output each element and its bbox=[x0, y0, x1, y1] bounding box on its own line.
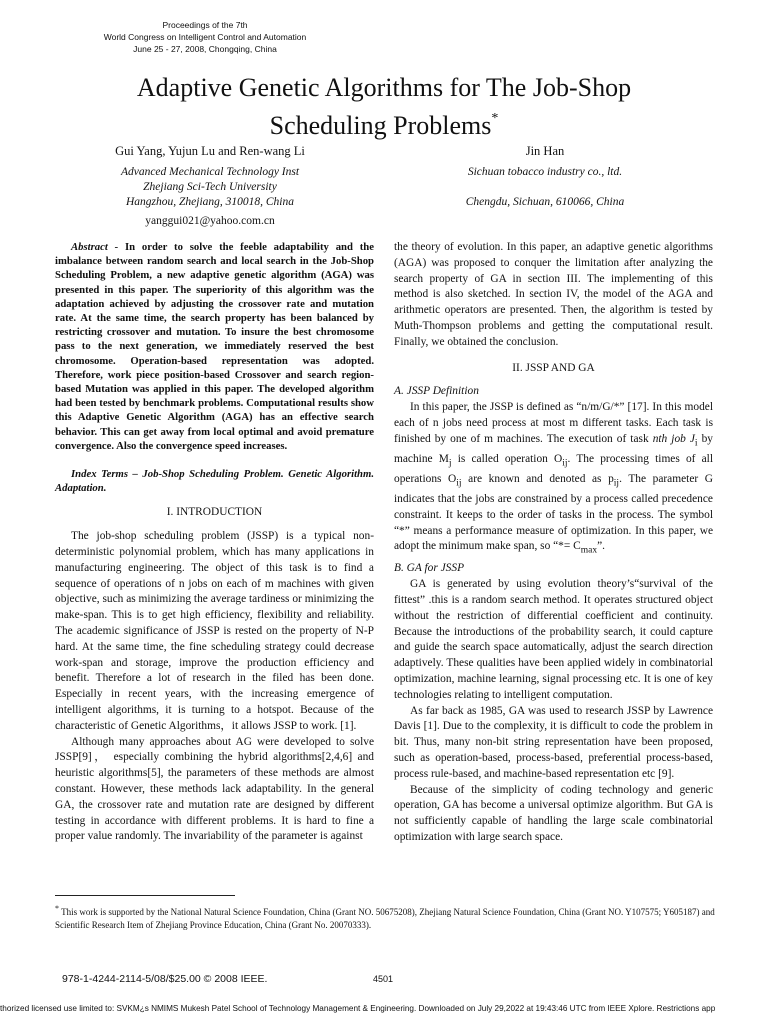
affiliation-line: Zhejiang Sci-Tech University bbox=[143, 181, 277, 193]
footnote-divider bbox=[55, 895, 235, 896]
page-number: 4501 bbox=[373, 974, 394, 984]
text-run: by machine M bbox=[394, 432, 713, 465]
affiliation-line: Chengdu, Sichuan, 610066, China bbox=[465, 196, 625, 208]
math-subscript: ij bbox=[456, 478, 462, 489]
text-run: . The processing times of all operations O bbox=[394, 452, 714, 485]
license-notice: thorized licensed use limited to: SVKM¿s NMIMS Mukesh Patel School of Technology Management & Engineering. Downloaded on July 29,2022 at 19:43:46 UTC from IEEE Xplore. Restrictions app bbox=[0, 1004, 716, 1013]
text-run: . The parameter G indicates that the jobs are constrained by a process called precedence constraint. It keeps to the order of tasks in the process. The symbol “*” means a performance measure of optimization. In this paper, we adopt the minimum make span, so “*= C bbox=[394, 472, 713, 553]
math-run: nth job J bbox=[652, 432, 695, 445]
proceedings-header bbox=[0, 19, 410, 55]
paragraph: Because of the simplicity of coding technology and generic operation, GA has become a universal optimize algorithm. But GA is not sufficiently capable of handling the large scale combinatorial optimization with large search space. bbox=[394, 783, 713, 844]
paragraph: GA is generated by using evolution theory’s“survival of the fittest” .this is a random search method. It operates structured object without the restriction of differential coefficient and continuity. Because the introductions of the probability search, it could capture and guide the search space automatically, adjust the search direction adaptively. These qualities have been applied widely in combinatorial optimization, machine learning, signal processing etc. It is one of key technologies relating to intelligent computation. bbox=[394, 578, 713, 701]
text-run: In this paper, the JSSP is defined as “n/m/G/*” [17]. In this model each of n jobs need process at most m different tasks. Each task is finished by one of m machines. The execution of task bbox=[394, 401, 713, 445]
math-subscript: j bbox=[448, 458, 452, 469]
abstract-label: Abstract - bbox=[71, 241, 119, 253]
author-names: Jin Han bbox=[525, 144, 565, 158]
text-run: is called operation O bbox=[451, 452, 563, 465]
math-subscript: i bbox=[694, 438, 698, 449]
footnote-mark: * bbox=[55, 904, 59, 913]
abstract-text: In order to solve the feeble adaptability and the imbalance between random search and local search in the Job-Shop Scheduling Problem, a new adaptive genetic algorithm (AGA) was presented in this paper. The superiority of this algorithm was the adaptation achieved by adjusting the crossover rate and mutation rate. At the same time, the search property has been balanced by restricting crossover and mutation. To insure the best chromosome pass to the next generation, we immediately reserved the best chromosome. Operation-based representation was adopted. Therefore, work piece position-based Crossover and search region-based Mutation was applied in this paper. The developed algorithm had been tested by benchmark problems. Computational results show this Adaptive Genetic Algorithm (AGA) has an effective search behavior. This can get away from local optimal and avoid premature convergence. Also the convergence speed increases. bbox=[55, 241, 374, 452]
title-line-2 bbox=[40, 103, 728, 141]
author-email[interactable]: yanggui021@yahoo.com.cn bbox=[145, 215, 275, 227]
section-heading-jssp-ga: II. JSSP AND GA bbox=[512, 361, 595, 374]
title-line-1: Adaptive Genetic Algorithms for The Job-Shop bbox=[136, 73, 632, 102]
paper-title bbox=[40, 72, 728, 141]
proceedings-line: June 25 - 27, 2008, Chongqing, China bbox=[133, 44, 277, 54]
paragraph: The job-shop scheduling problem (JSSP) is a typical non-deterministic polynomial problem, which has many applications in manufacturing engineering. The object of this task is to find a sequence of operations of n jobs on each of m machines with given objective, such as minimizing the average tardiness or minimizing the make-span. This is to get high efficiency, flexibility and reliability. The academic significance of JSSP is rested on the property of N-P hard. At the same time, the fine scheduling strategy could decrease work-span and storage, improve the production efficiency and benefit. Therefore a lot of research in the filed has been done. Especially in recent years, with the increasing emergence of intelligent algorithms, it is turning to a hotspot. Because of the characteristic of Genetic Algorithms，it allows JSSP to work. [1]. bbox=[55, 530, 374, 732]
affiliation-line: Sichuan tobacco industry co., ltd. bbox=[467, 166, 623, 178]
proceedings-line: Proceedings of the 7th bbox=[162, 20, 248, 30]
subsection-heading-b: B. GA for JSSP bbox=[394, 562, 465, 575]
copyright-isbn: 978-1-4244-2114-5/08/$25.00 © 2008 IEEE. bbox=[62, 973, 268, 985]
proceedings-line: World Congress on Intelligent Control and Automation bbox=[103, 32, 307, 42]
math-subscript: ij bbox=[613, 478, 620, 489]
affiliation-line: Advanced Mechanical Technology Inst bbox=[120, 166, 300, 178]
subsection-heading-a: A. JSSP Definition bbox=[394, 385, 479, 398]
author-names: Gui Yang, Yujun Lu and Ren-wang Li bbox=[115, 144, 305, 158]
text-run: ”. bbox=[597, 540, 606, 553]
footnote bbox=[55, 902, 715, 932]
title-text: Scheduling Problems bbox=[269, 111, 492, 140]
index-terms-label: Index Terms – bbox=[71, 468, 138, 481]
left-column bbox=[55, 240, 374, 845]
footnote-text: This work is supported by the National Natural Science Foundation, China (Grant NO. 50675208), Zhejiang Natural Science Foundation, China (Grant NO. Y107575; Y605187) and Scientific Research Item of Zhejiang Province Education, China (Grant No. 20070333). bbox=[55, 907, 715, 930]
math-subscript: ij bbox=[562, 458, 568, 469]
author-block-left bbox=[40, 144, 380, 229]
index-terms-text: Job-Shop Scheduling Problem. Genetic Algorithm. Adaptation. bbox=[55, 468, 374, 495]
section-heading-introduction: I. INTRODUCTION bbox=[166, 506, 263, 519]
paragraph: the theory of evolution. In this paper, an adaptive genetic algorithms (AGA) was proposed to conquer the limitation after analyzing the search property of GA in section III. The implementing of this method is also sketched. In section IV, the model of the AGA and arithmetic operators are presented. Then, the algorithm is tested by Muth-Thompson problems and getting the computational result. Finally, we obtained the conclusion. bbox=[394, 241, 713, 348]
paragraph-jssp-definition bbox=[394, 400, 713, 559]
text-run: are known and denoted as p bbox=[461, 472, 614, 485]
title-footnote-mark: * bbox=[491, 111, 499, 126]
paragraph: As far back as 1985, GA was used to research JSSP by Lawrence Davis [1]. Due to the complexity, it is difficult to code the problem in bit. Thus, many non-bit string representation have been proposed, such as operation-based, process-based, preferential process-based, process rule-based, and machine-based representation etc [9]. bbox=[394, 704, 713, 780]
paragraph: Although many approaches about AG were developed to solve JSSP[9]， especially combining the hybrid algorithms[2,4,6] and heuristic algorithms[5], the parameters of these methods are almost constant. However, these methods lack adaptability. In the general GA, the crossover rate and mutation rate are designed by different testing in accordance with different problems. It is hard to fine a proper value randomly. The invariability of the parameter is against bbox=[55, 735, 374, 843]
abstract bbox=[55, 240, 374, 453]
affiliation-line: Hangzhou, Zhejiang, 310018, China bbox=[125, 196, 295, 208]
math-subscript: max bbox=[580, 545, 598, 556]
index-terms bbox=[55, 467, 374, 495]
right-column bbox=[394, 240, 713, 846]
author-block-right bbox=[395, 144, 695, 210]
